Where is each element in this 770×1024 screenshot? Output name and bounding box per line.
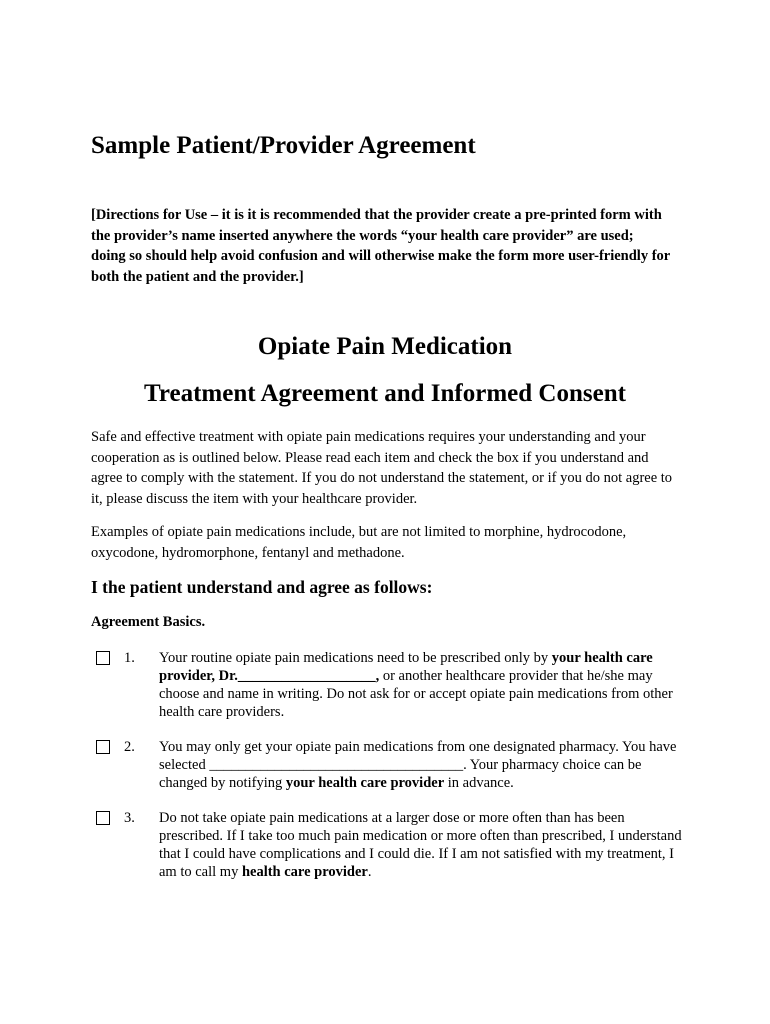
section-title-agreement: Treatment Agreement and Informed Consent bbox=[144, 380, 626, 407]
item-text-part: You may only get your opiate pain medications from one designated pharmacy. You have selected ___________________________________. Your pharmacy choice can be changed by notifying bbox=[159, 739, 677, 791]
item-text-bold: health care provider bbox=[241, 864, 368, 880]
item-text-part: . bbox=[367, 864, 372, 880]
agreement-basics-heading: Agreement Basics. bbox=[91, 614, 206, 630]
patient-agreement-heading: I the patient understand and agree as follows: bbox=[91, 577, 433, 597]
item-number: 3. bbox=[124, 810, 135, 826]
item-text bbox=[159, 738, 683, 792]
directions-note: [Directions for Use – it is it is recommended that the provider create a pre-printed form with the provider’s name inserted anywhere the words “your health care provider” are used; doing so should help avoid confusion and will otherwise make the form more user-friendly for both the patient and the provider.] bbox=[91, 207, 670, 285]
agreement-checkbox-1[interactable] bbox=[96, 651, 110, 665]
item-text-part: Your routine opiate pain medications need to be prescribed only by bbox=[159, 650, 552, 666]
section-title-opiate: Opiate Pain Medication bbox=[257, 333, 513, 360]
item-text-bold: your health care provider, Dr.___________________, bbox=[159, 650, 653, 684]
agreement-checkbox-2[interactable] bbox=[96, 740, 110, 754]
item-text bbox=[159, 809, 683, 881]
item-text-part: or another healthcare provider that he/she may choose and name in writing. Do not ask for or accept opiate pain medications from other health care providers. bbox=[159, 668, 673, 720]
examples-paragraph: Examples of opiate pain medications include, but are not limited to morphine, hydrocodone, oxycodone, hydromorphone, fentanyl and methadone. bbox=[91, 524, 627, 561]
item-text bbox=[159, 649, 683, 721]
item-text-bold: your health care provider bbox=[285, 775, 445, 791]
item-number: 1. bbox=[124, 650, 135, 666]
intro-paragraph: Safe and effective treatment with opiate pain medications requires your understanding and your cooperation as is outlined below. Please read each item and check the box if you understand and agree to comply with the statement. If you do not understand the statement, or if you do not agree to it, please discuss the item with your healthcare provider. bbox=[91, 429, 673, 507]
document-title: Sample Patient/Provider Agreement bbox=[91, 132, 476, 159]
item-number: 2. bbox=[124, 739, 135, 755]
agreement-checkbox-3[interactable] bbox=[96, 811, 110, 825]
item-text-part: Do not take opiate pain medications at a larger dose or more often than has been prescribed. If I take too much pain medication or more often than prescribed, I understand that I could have complications and I could die. If I am not satisfied with my treatment, I am to call my bbox=[159, 810, 682, 880]
item-text-part: in advance. bbox=[444, 775, 514, 791]
